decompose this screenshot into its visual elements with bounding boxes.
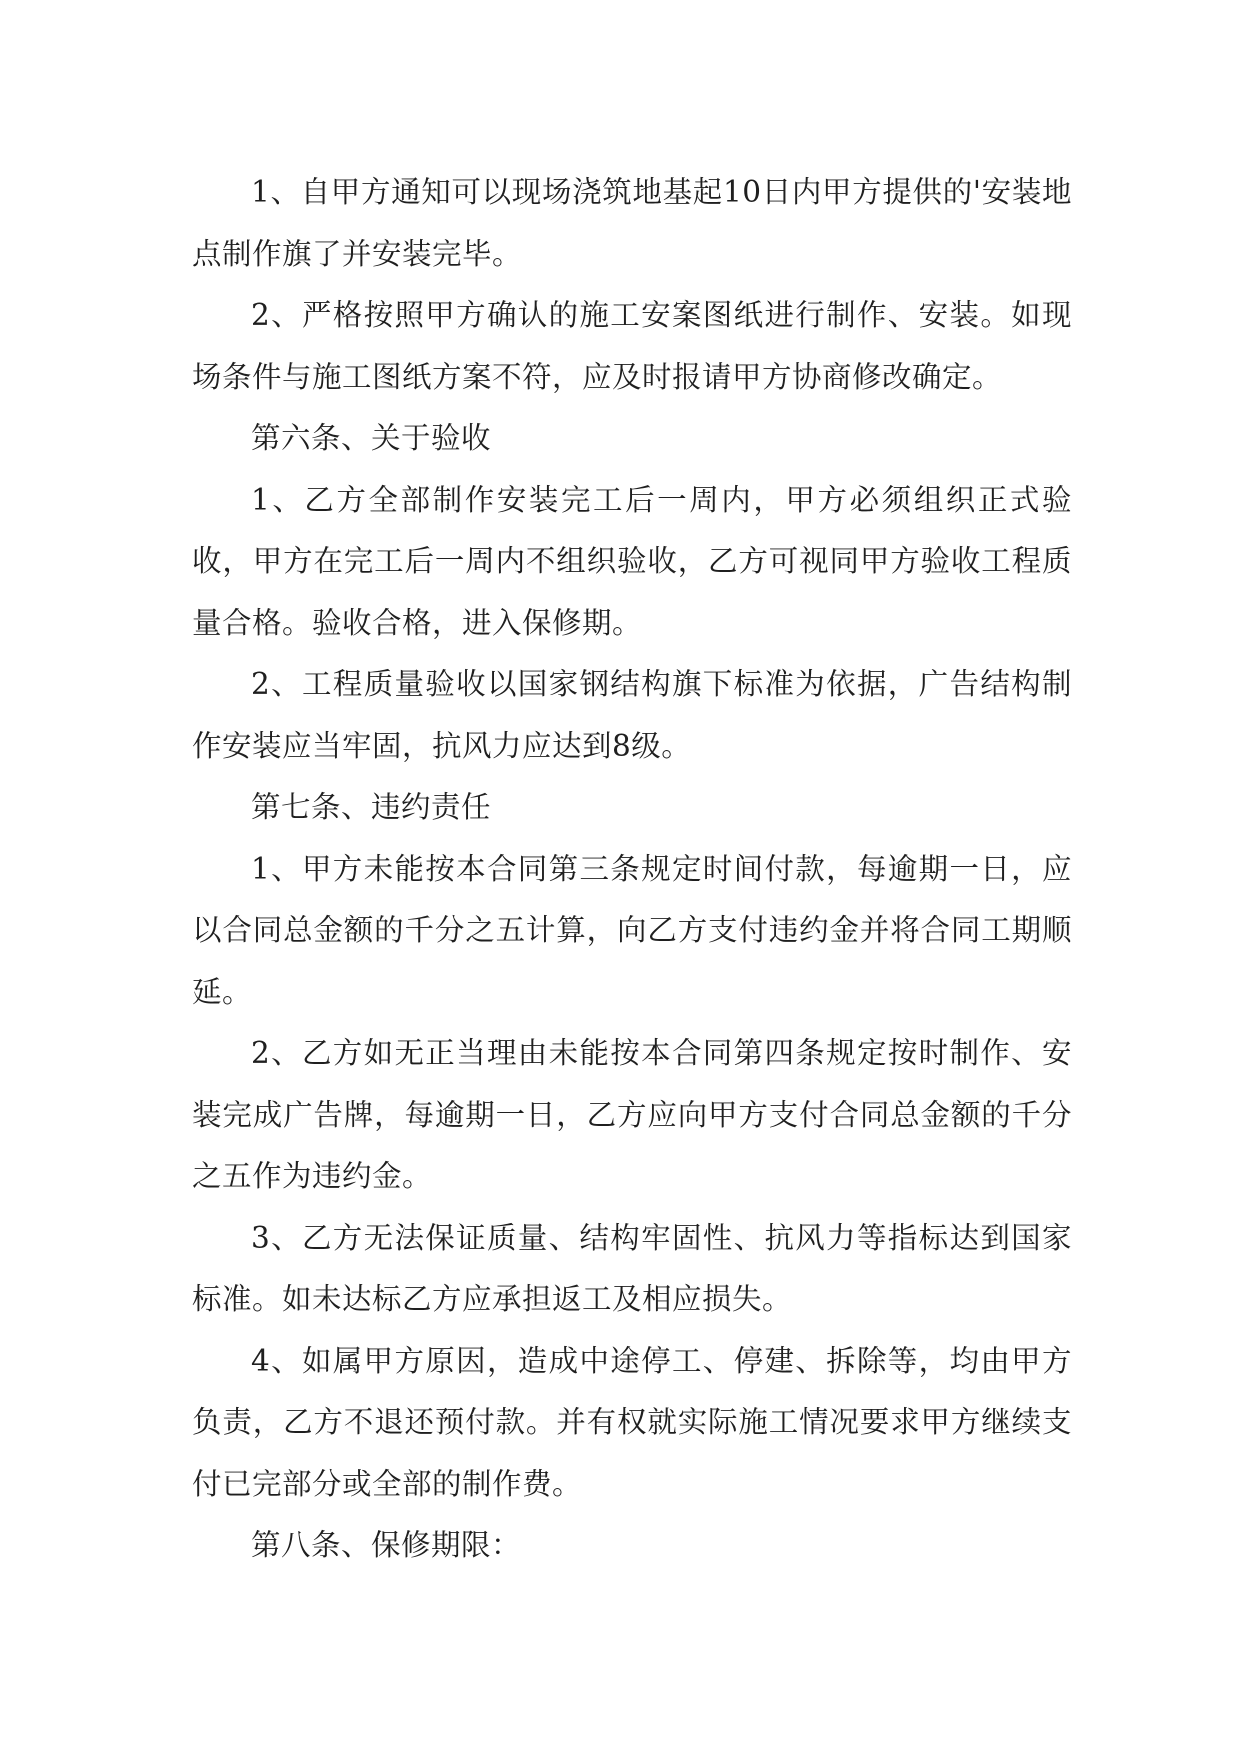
document-body <box>192 162 1072 1577</box>
paragraph-clause-5-item-1: 1、自甲方通知可以现场浇筑地基起10日内甲方提供的'安装地点制作旗了并安装完毕。 <box>192 175 1072 271</box>
paragraph-clause-6-item-1: 1、乙方全部制作安装完工后一周内，甲方必须组织正式验收，甲方在完工后一周内不组织验收，乙方可视同甲方验收工程质量合格。验收合格，进入保修期。 <box>192 482 1072 640</box>
paragraph-clause-7-item-3: 3、乙方无法保证质量、结构牢固性、抗风力等指标达到国家标准。如未达标乙方应承担返工及相应损失。 <box>192 1220 1072 1316</box>
heading-article-8: 第八条、保修期限： <box>251 1528 522 1562</box>
heading-article-7: 第七条、违约责任 <box>251 790 492 824</box>
paragraph-clause-6-item-2: 2、工程质量验收以国家钢结构旗下标准为依据，广告结构制作安装应当牢固，抗风力应达到8级。 <box>192 667 1072 763</box>
paragraph-clause-7-item-4: 4、如属甲方原因，造成中途停工、停建、拆除等，均由甲方负责，乙方不退还预付款。并有权就实际施工情况要求甲方继续支付已完部分或全部的制作费。 <box>192 1343 1072 1501</box>
paragraph-clause-7-item-2: 2、乙方如无正当理由未能按本合同第四条规定按时制作、安装完成广告牌，每逾期一日，乙方应向甲方支付合同总金额的千分之五作为违约金。 <box>192 1036 1072 1193</box>
paragraph-clause-7-item-1: 1、甲方未能按本合同第三条规定时间付款，每逾期一日，应以合同总金额的千分之五计算，向乙方支付违约金并将合同工期顺延。 <box>192 851 1072 1009</box>
heading-article-6: 第六条、关于验收 <box>251 421 492 455</box>
paragraph-clause-5-item-2: 2、严格按照甲方确认的施工安案图纸进行制作、安装。如现场条件与施工图纸方案不符，应及时报请甲方协商修改确定。 <box>192 298 1072 394</box>
